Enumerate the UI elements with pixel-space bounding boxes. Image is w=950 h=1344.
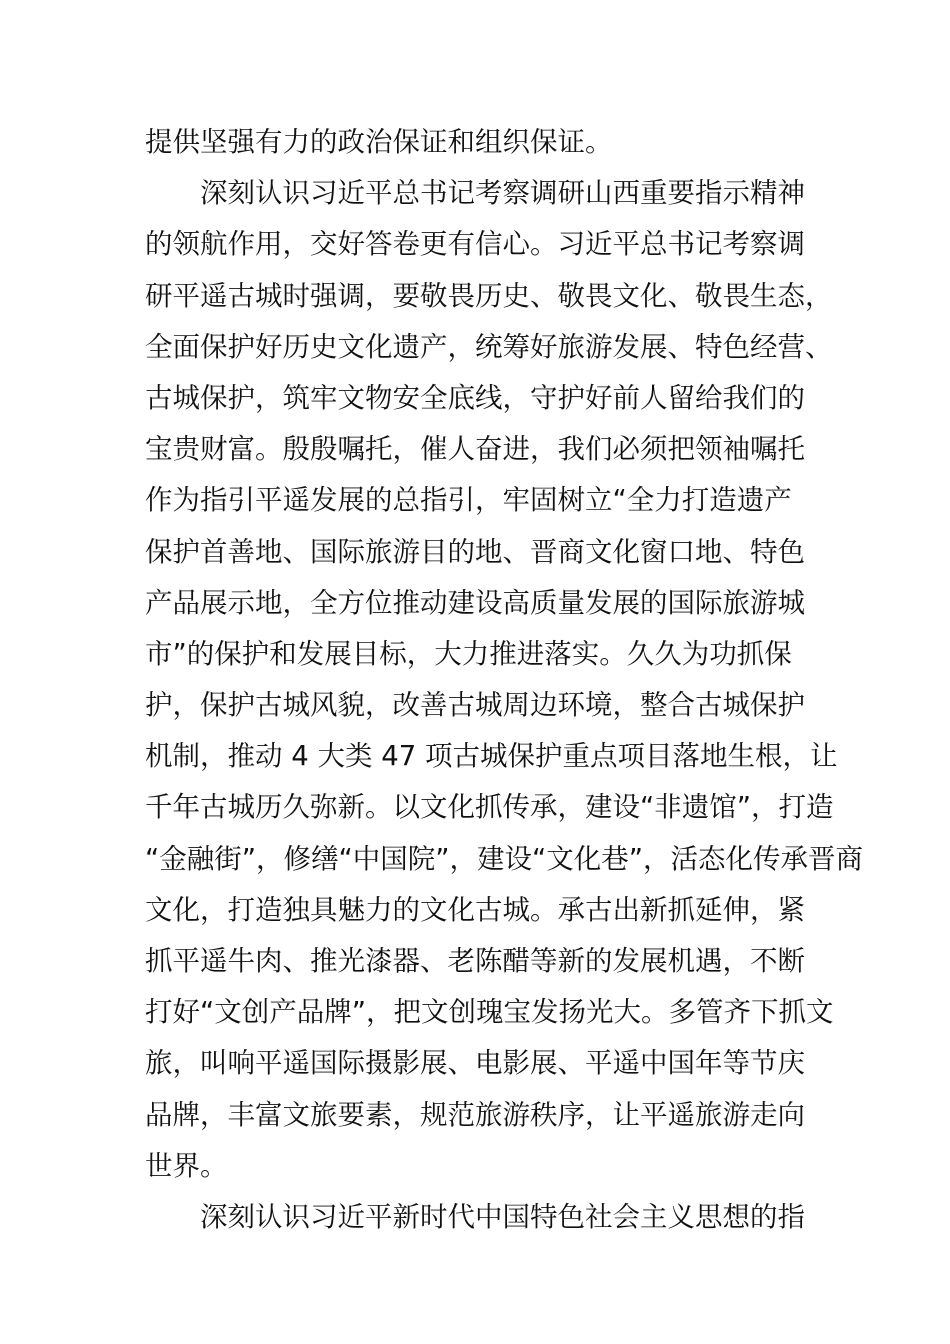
text-line-7: 宝贵财富。殷殷嘱托，催人奋进，我们必须把领袖嘱托 [145, 433, 805, 466]
text-line-19: 旅，叫响平遥国际摄影展、电影展、平遥中国年等节庆 [145, 1047, 805, 1080]
text-line-8: 作为指引平遥发展的总指引，牢固树立“全力打造遗产 [145, 484, 792, 517]
text-line-13: 机制，推动 4 大类 47 项古城保护重点项目落地生根，让 [145, 740, 838, 773]
text-line-22: 深刻认识习近平新时代中国特色社会主义思想的指 [145, 1200, 805, 1233]
text-line-9: 保护首善地、国际旅游目的地、晋商文化窗口地、特色 [145, 535, 805, 568]
text-line-5: 全面保护好历史文化遗产，统筹好旅游发展、特色经营、 [145, 330, 833, 363]
text-line-2: 深刻认识习近平总书记考察调研山西重要指示精神 [145, 177, 805, 210]
text-line-21: 世界。 [145, 1149, 228, 1182]
text-line-20: 品牌，丰富文旅要素，规范旅游秩序，让平遥旅游走向 [145, 1098, 805, 1131]
text-line-11: 市”的保护和发展目标，大力推进落实。久久为功抓保 [145, 637, 792, 670]
text-line-4: 研平遥古城时强调，要敬畏历史、敬畏文化、敬畏生态， [145, 279, 833, 312]
document-body [145, 117, 863, 1243]
text-line-16: 文化，打造独具魅力的文化古城。承古出新抓延伸，紧 [145, 893, 805, 926]
text-line-14: 千年古城历久弥新。以文化抓传承，建设“非遗馆”，打造 [145, 791, 834, 824]
text-line-17: 抓平遥牛肉、推光漆器、老陈醋等新的发展机遇，不断 [145, 945, 805, 977]
text-line-12: 护，保护古城风貌，改善古城周边环境，整合古城保护 [145, 689, 805, 722]
text-line-3: 的领航作用，交好答卷更有信心。习近平总书记考察调 [145, 228, 805, 261]
text-line-18: 打好“文创产品牌”，把文创瑰宝发扬光大。多管齐下抓文 [145, 996, 834, 1029]
text-line-1: 提供坚强有力的政治保证和组织保证。 [145, 126, 613, 158]
text-line-15: “金融街”，修缮“中国院”，建设“文化巷”，活态化传承晋商 [145, 842, 863, 875]
text-line-6: 古城保护，筑牢文物安全底线，守护好前人留给我们的 [145, 381, 805, 414]
text-line-10: 产品展示地，全方位推动建设高质量发展的国际旅游城 [145, 586, 805, 619]
